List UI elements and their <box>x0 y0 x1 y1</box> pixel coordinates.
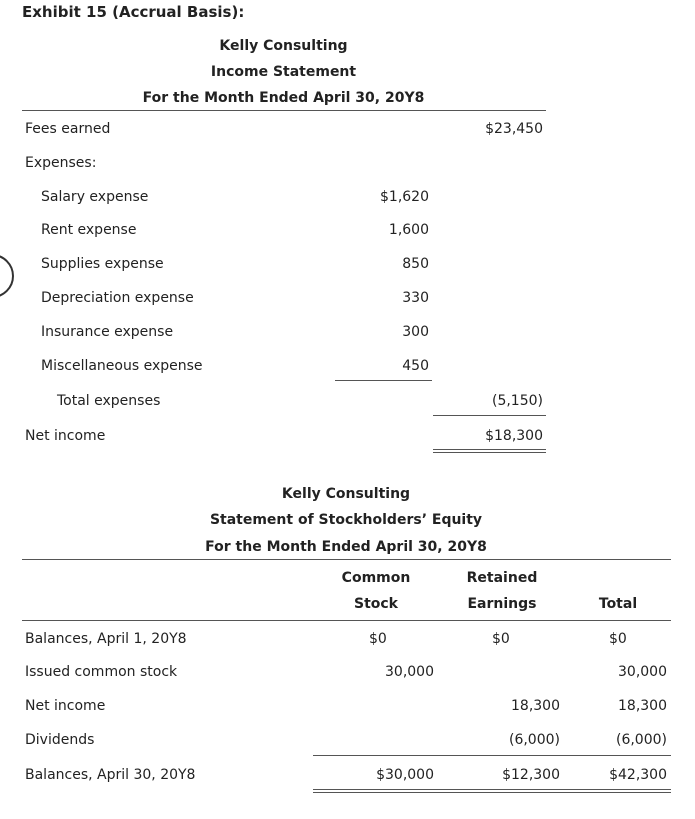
se-row-label: Net income <box>25 698 106 714</box>
expense-label: Depreciation expense <box>41 290 194 306</box>
se-row-label: Dividends <box>25 732 95 748</box>
se-sum-rule <box>313 755 671 756</box>
col-header-earnings: Earnings <box>467 596 537 612</box>
col-header-retained: Retained <box>466 570 538 586</box>
se-row-label: Issued common stock <box>25 664 178 680</box>
se-cell-retained: 18,300 <box>511 698 560 714</box>
is-title: Income Statement <box>210 64 357 80</box>
expense-value: 850 <box>402 256 429 272</box>
se-cell-total: $42,300 <box>609 767 667 783</box>
col-header-common: Common <box>341 570 411 586</box>
expense-label: Rent expense <box>41 222 137 238</box>
is-header-rule <box>22 110 546 111</box>
se-row-label: Balances, April 1, 20Y8 <box>25 631 187 647</box>
net-income-label: Net income <box>25 428 106 444</box>
net-income-value: $18,300 <box>485 428 543 444</box>
se-title: Statement of Stockholders’ Equity <box>209 512 483 528</box>
se-cell-common: $30,000 <box>376 767 434 783</box>
se-cell-common: $0 <box>369 631 387 647</box>
fees-value: $23,450 <box>485 121 543 137</box>
se-cell-total: 30,000 <box>618 664 667 680</box>
exhibit-title: Exhibit 15 (Accrual Basis): <box>22 3 245 21</box>
se-cell-retained: (6,000) <box>508 732 560 748</box>
expense-label: Miscellaneous expense <box>41 358 203 374</box>
expense-label: Insurance expense <box>41 324 174 340</box>
expense-value: $1,620 <box>380 189 429 205</box>
is-period: For the Month Ended April 30, 20Y8 <box>142 90 425 106</box>
col-header-stock: Stock <box>353 596 398 612</box>
expenses-sum-rule <box>335 380 432 381</box>
fees-label: Fees earned <box>25 121 111 137</box>
expense-label: Salary expense <box>41 189 149 205</box>
net-double-rule-bottom <box>433 452 546 453</box>
se-cell-total: (6,000) <box>615 732 667 748</box>
se-company: Kelly Consulting <box>281 486 411 502</box>
se-period: For the Month Ended April 30, 20Y8 <box>205 539 487 555</box>
se-cell-total: $0 <box>609 631 627 647</box>
se-header-rule <box>22 559 671 560</box>
se-cell-total: 18,300 <box>618 698 667 714</box>
total-expenses-value: (5,150) <box>491 393 543 409</box>
expense-label: Supplies expense <box>41 256 164 272</box>
expense-value: 1,600 <box>388 222 429 238</box>
expense-value: 330 <box>402 290 429 306</box>
page-margin-circle <box>0 254 14 298</box>
expense-value: 450 <box>402 358 429 374</box>
expenses-label: Expenses: <box>25 155 97 171</box>
se-double-rule-bottom <box>313 792 671 793</box>
net-double-rule-top <box>433 449 546 450</box>
se-cell-retained: $0 <box>492 631 510 647</box>
col-header-total: Total <box>598 596 638 612</box>
se-column-header-rule <box>22 620 671 621</box>
expense-value: 300 <box>402 324 429 340</box>
se-cell-retained: $12,300 <box>502 767 560 783</box>
se-row-label: Balances, April 30, 20Y8 <box>25 767 196 783</box>
total-rule <box>433 415 546 416</box>
se-double-rule-top <box>313 789 671 790</box>
is-company: Kelly Consulting <box>219 38 348 54</box>
total-expenses-label: Total expenses <box>57 393 161 409</box>
se-cell-common: 30,000 <box>385 664 434 680</box>
